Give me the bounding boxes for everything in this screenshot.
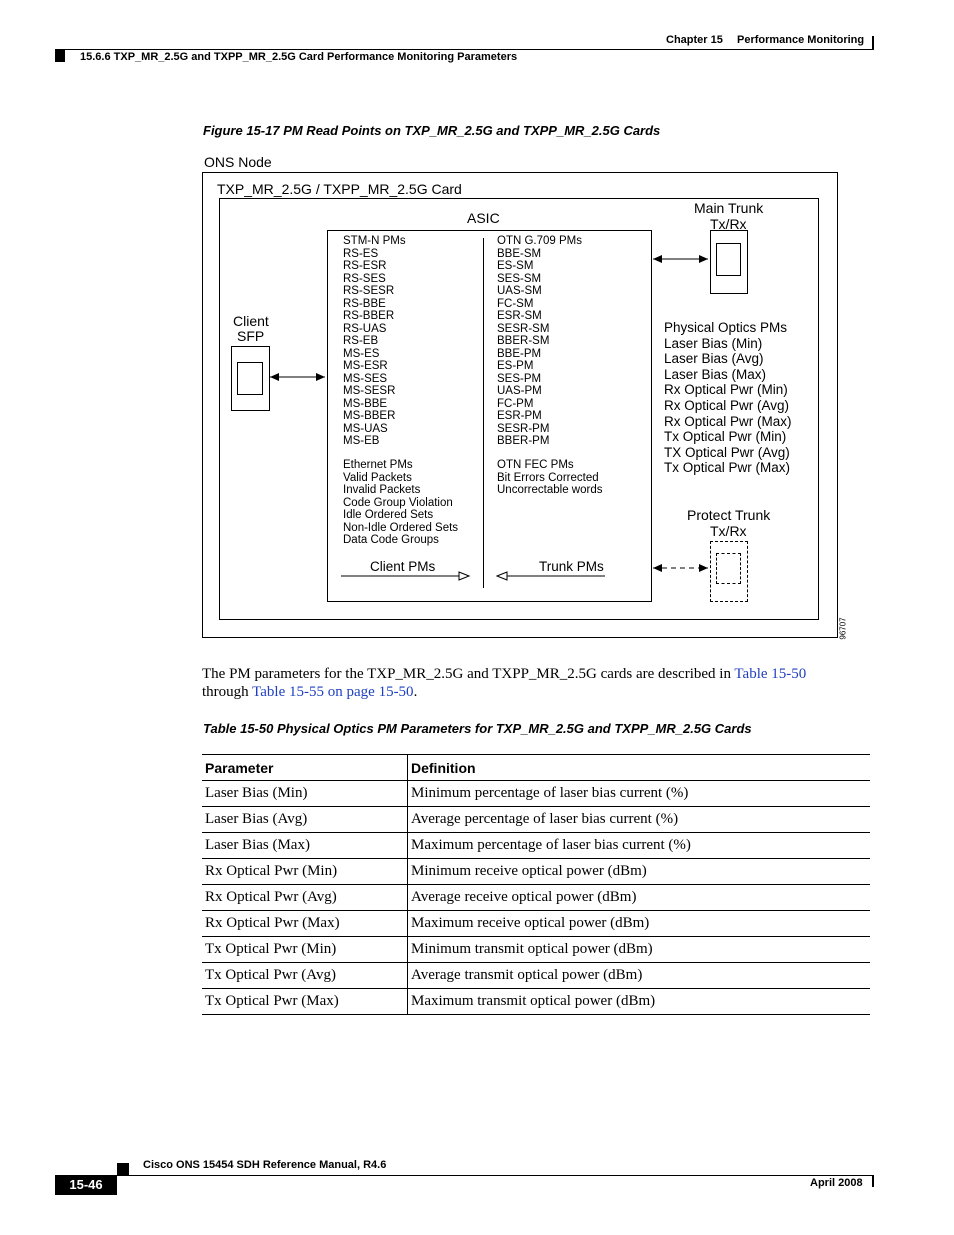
table-caption: Table 15-50 Physical Optics PM Parameters for TXP_MR_2.5G and TXPP_MR_2.5G Cards (203, 721, 752, 736)
otn-fec-pm-item: Uncorrectable words (497, 484, 603, 496)
stm-pm-item: MS-EB (343, 435, 380, 447)
otn-pm-item: ESR-SM (497, 310, 542, 322)
parameter-cell: Laser Bias (Max) (202, 833, 408, 859)
otn-pm-item: BBER-SM (497, 335, 550, 347)
otn-pm-item: BBE-PM (497, 347, 542, 360)
otn-pm-item: SES-SM (497, 272, 542, 285)
ethernet-pm-item: Non-Idle Ordered Sets (343, 521, 459, 534)
body-paragraph (202, 665, 872, 701)
definition-cell: Average transmit optical power (dBm) (408, 963, 871, 989)
stm-pm-item: MS-ES (343, 347, 380, 360)
stm-pm-item: MS-ESR (343, 360, 388, 372)
ons-node-label: ONS Node (204, 154, 272, 170)
otn-pm-item: FC-SM (497, 297, 534, 310)
main-trunk-arrowhead-left (653, 255, 662, 263)
otn-pm-item: SESR-PM (497, 422, 550, 435)
definition-cell: Maximum receive optical power (dBm) (408, 911, 871, 937)
stm-pm-item: RS-SESR (343, 285, 395, 297)
definition-cell: Minimum transmit optical power (dBm) (408, 937, 871, 963)
main-trunk-label-1: Main Trunk (694, 200, 764, 216)
stm-pm-item: RS-UAS (343, 322, 387, 335)
stm-pm-item: MS-BBER (343, 410, 396, 422)
client-pms-label: Client PMs (370, 559, 436, 574)
physical-optics-table (202, 754, 870, 1015)
table-header-row (202, 755, 870, 781)
parameter-cell: Tx Optical Pwr (Min) (202, 937, 408, 963)
optics-item: Tx Optical Pwr (Max) (664, 460, 791, 476)
header-section: 15.6.6 TXP_MR_2.5G and TXPP_MR_2.5G Card Performance Monitoring Parameters (80, 51, 518, 63)
parameter-cell: Tx Optical Pwr (Max) (202, 989, 408, 1015)
otn-pm-item: FC-PM (497, 397, 534, 410)
ethernet-pm-item: Data Code Groups (343, 534, 439, 546)
definition-cell: Maximum percentage of laser bias current (%) (408, 833, 871, 859)
stm-pm-item: RS-BBE (343, 297, 386, 310)
trunk-pms-arrowhead (497, 572, 507, 580)
ethernet-pm-item: Invalid Packets (343, 484, 421, 496)
optics-item: Physical Optics PMs (664, 320, 788, 335)
main-trunk-label-2: Tx/Rx (710, 216, 747, 232)
table-row (202, 807, 870, 833)
stm-pm-item: RS-ES (343, 247, 379, 260)
table-row (202, 885, 870, 911)
client-sfp-label-2: SFP (237, 328, 265, 344)
parameter-cell: Laser Bias (Min) (202, 781, 408, 807)
figure-id: 96707 (838, 617, 848, 640)
header-definition: Definition (408, 755, 871, 781)
table-15-50-link[interactable]: Table 15-50 (734, 666, 807, 682)
ethernet-pm-item: Idle Ordered Sets (343, 509, 434, 521)
stm-pm-item: STM-N PMs (343, 235, 406, 247)
header-chapter: Chapter 15 (666, 34, 723, 46)
parameter-cell: Laser Bias (Avg) (202, 807, 408, 833)
stm-pm-item: RS-ESR (343, 260, 387, 272)
otn-pm-item: ESR-PM (497, 410, 542, 422)
otn-pm-item: UAS-PM (497, 385, 542, 397)
table-row (202, 911, 870, 937)
definition-cell: Minimum percentage of laser bias current (%) (408, 781, 871, 807)
otn-pm-item: OTN G.709 PMs (497, 235, 582, 247)
stm-pm-item: MS-SESR (343, 385, 396, 397)
table-row (202, 989, 870, 1015)
asic-label: ASIC (467, 210, 500, 226)
definition-cell: Minimum receive optical power (dBm) (408, 859, 871, 885)
para-mid: through (202, 684, 253, 700)
protect-trunk-label-1: Protect Trunk (687, 507, 771, 523)
otn-pm-item: UAS-SM (497, 285, 542, 297)
table-row (202, 781, 870, 807)
otn-fec-pm-item: Bit Errors Corrected (497, 471, 599, 484)
footer-page-number: 15-46 (69, 1177, 103, 1192)
table-15-55-link[interactable]: Table 15-55 on page 15-50 (252, 684, 414, 700)
table-row (202, 859, 870, 885)
optics-item: TX Optical Pwr (Avg) (664, 444, 790, 460)
protect-trunk-arrowhead-right (699, 564, 708, 572)
optics-item: Laser Bias (Max) (664, 366, 767, 382)
footer-manual-title: Cisco ONS 15454 SDH Reference Manual, R4.6 (143, 1159, 387, 1171)
definition-cell: Maximum transmit optical power (dBm) (408, 989, 871, 1015)
table-row (202, 937, 870, 963)
client-arrowhead-right (316, 373, 325, 381)
parameter-cell: Rx Optical Pwr (Avg) (202, 885, 408, 911)
otn-pm-item: SESR-SM (497, 322, 550, 335)
otn-pm-item: ES-SM (497, 260, 534, 272)
trunk-pms-label: Trunk PMs (539, 559, 604, 574)
protect-trunk-label-2: Tx/Rx (710, 523, 747, 539)
table-row (202, 963, 870, 989)
header-chapter-title: Performance Monitoring (737, 34, 865, 46)
client-sfp-label-1: Client (233, 313, 269, 329)
stm-pm-item: RS-BBER (343, 310, 395, 322)
otn-pm-item: BBE-SM (497, 247, 542, 260)
otn-pm-item: ES-PM (497, 360, 534, 372)
ethernet-pm-item: Ethernet PMs (343, 459, 413, 471)
client-pms-arrowhead (459, 572, 469, 580)
optics-item: Laser Bias (Min) (664, 335, 763, 351)
optics-item: Rx Optical Pwr (Max) (664, 413, 792, 429)
para-start: The PM parameters for the TXP_MR_2.5G and TXPP_MR_2.5G cards are described in (202, 666, 735, 682)
footer-date: April 2008 (810, 1177, 863, 1189)
parameter-cell: Tx Optical Pwr (Avg) (202, 963, 408, 989)
protect-trunk-arrowhead-left (653, 564, 662, 572)
optics-item: Rx Optical Pwr (Avg) (664, 397, 790, 413)
stm-pm-item: RS-SES (343, 272, 386, 285)
para-end: . (413, 684, 418, 700)
table-row (202, 833, 870, 859)
stm-pm-item: RS-EB (343, 335, 379, 347)
otn-pm-item: BBER-PM (497, 435, 550, 447)
footer-right-bar (872, 1175, 874, 1187)
main-trunk-arrowhead-right (699, 255, 708, 263)
header-parameter: Parameter (202, 755, 408, 781)
definition-cell: Average percentage of laser bias current (%) (408, 807, 871, 833)
ethernet-pm-item: Valid Packets (343, 471, 412, 484)
ethernet-pm-item: Code Group Violation (343, 496, 453, 509)
parameter-cell: Rx Optical Pwr (Min) (202, 859, 408, 885)
definition-cell: Average receive optical power (dBm) (408, 885, 871, 911)
card-label: TXP_MR_2.5G / TXPP_MR_2.5G Card (217, 181, 462, 197)
optics-item: Tx Optical Pwr (Min) (664, 429, 787, 445)
client-arrowhead-left (270, 373, 279, 381)
stm-pm-item: MS-UAS (343, 422, 388, 435)
stm-pm-item: MS-BBE (343, 397, 388, 410)
figure-caption: Figure 15-17 PM Read Points on TXP_MR_2.5G and TXPP_MR_2.5G Cards (203, 123, 661, 138)
otn-fec-pm-item: OTN FEC PMs (497, 459, 574, 471)
optics-item: Laser Bias (Avg) (664, 351, 764, 367)
footer-rule (55, 1175, 874, 1176)
parameter-cell: Rx Optical Pwr (Max) (202, 911, 408, 937)
otn-pm-item: SES-PM (497, 372, 542, 385)
stm-pm-item: MS-SES (343, 372, 388, 385)
optics-item: Rx Optical Pwr (Min) (664, 382, 788, 398)
